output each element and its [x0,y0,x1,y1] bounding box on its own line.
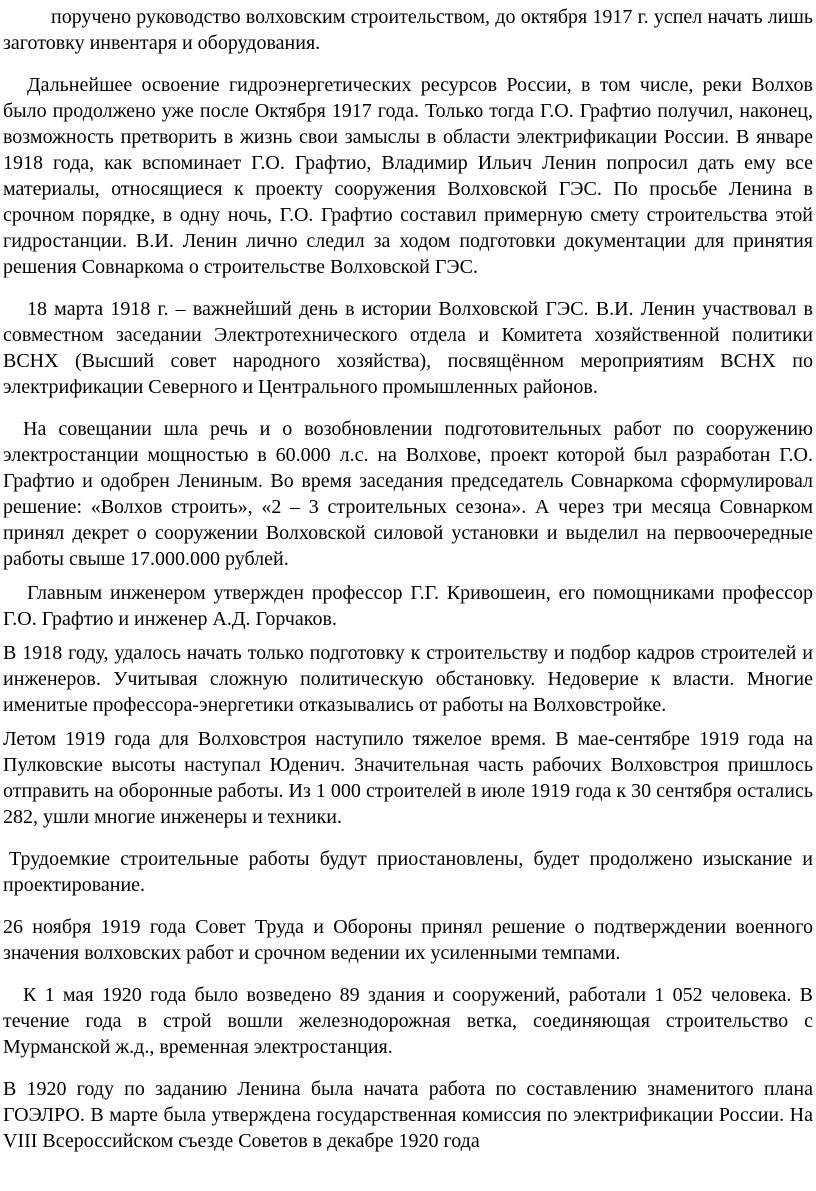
paragraph-summer-1919: Летом 1919 года для Волховстроя наступило тяжелое время. В мае-сентябре 1919 года на Пулковские высоты наступал Юденич. Значительная часть рабочих Волховстроя пришлось отправить на оборонные работы. Из 1 000 строителей в июле 1919 года к 30 сентября остались 282, ушли многие инженеры и техники. [3,728,813,828]
paragraph-november-1919: 26 ноября 1919 года Совет Труда и Обороны принял решение о подтверждении военного значения волховских работ и срочном ведении их усиленными темпами. [3,916,813,964]
paragraph-intro-continuation: поручено руководство волховским строительством, до октября 1917 г. успел начать лишь заготовку инвентаря и оборудования. [3,6,813,54]
paragraph-meeting: На совещании шла речь и о возобновлении подготовительных работ по сооружению электростанции мощностью в 60.000 л.с. на Волхове, проект которой был разработан Г.О. Графтио и одобрен Лениным. Во время заседания председатель Совнаркома сформулировал решение: «Волхов строить», «2 – 3 строительных сезона». А через три месяца Совнарком принял декрет о сооружении Волховской силовой установки и выделил на первоочередные работы свыше 17.000.000 рублей. [3,418,813,570]
paragraph-march-1918: 18 марта 1918 г. – важнейший день в истории Волховской ГЭС. В.И. Ленин участвовал в совместном заседании Электротехнического отдела и Комитета хозяйственной политики ВСНХ (Высший совет народного хозяйства), посвящённом мероприятиям ВСНХ по электрификации Северного и Центрального промышленных районов. [3,298,813,398]
paragraph-may-1920: К 1 мая 1920 года было возведено 89 здания и сооружений, работали 1 052 человека. В течение года в строй вошли железнодорожная ветка, соединяющая строительство с Мурманской ж.д., временная электростанция. [3,984,813,1058]
paragraph-works-suspended: Трудоемкие строительные работы будут приостановлены, будет продолжено изыскание и проектирование. [3,848,813,896]
paragraph-1918-preparation: В 1918 году, удалось начать только подготовку к строительству и подбор кадров строителей и инженеров. Учитывая сложную политическую обстановку. Недоверие к власти. Многие именитые профессора-энергетики отказывались от работы на Волховстройке. [3,642,813,716]
paragraph-goelro-plan: В 1920 году по заданию Ленина была начата работа по составлению знаменитого плана ГОЭЛРО. В марте была утверждена государственная комиссия по электрификации России. На VIII Всероссийском съезде Советов в декабре 1920 года [3,1078,813,1152]
paragraph-chief-engineer: Главным инженером утвержден профессор Г.Г. Кривошеин, его помощниками профессор Г.О. Графтио и инженер А.Д. Горчаков. [3,582,813,630]
paragraph-hydro-development: Дальнейшее освоение гидроэнергетических ресурсов России, в том числе, реки Волхов было продолжено уже после Октября 1917 года. Только тогда Г.О. Графтио получил, наконец, возможность претворить в жизнь свои замыслы в области электрификации России. В январе 1918 года, как вспоминает Г.О. Графтио, Владимир Ильич Ленин попросил дать ему все материалы, относящиеся к проекту сооружения Волховской ГЭС. По просьбе Ленина в срочном порядке, в одну ночь, Г.О. Графтио составил примерную смету строительства этой гидростанции. В.И. Ленин лично следил за ходом подготовки документации для принятия решения Совнаркома о строительстве Волховской ГЭС. [3,74,813,278]
